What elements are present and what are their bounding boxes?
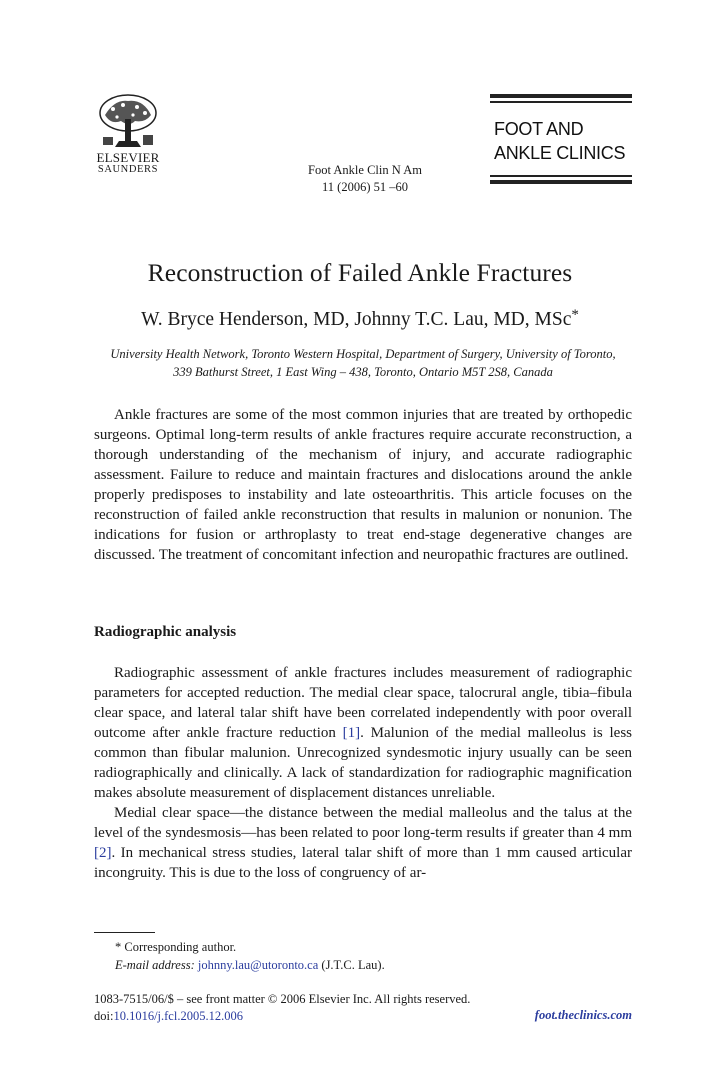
journal-title [494,117,632,165]
journal-citation [270,162,460,196]
body-paragraph [94,663,632,803]
article-title: Reconstruction of Failed Ankle Fractures [147,258,573,287]
journal-masthead [490,94,632,184]
affiliation-line1: University Health Network, Toronto Western Hospital, Department of Surgery, University of Toronto, [110,347,616,361]
paragraph-text: . In mechanical stress studies, lateral talar shift of more than 1 mm caused articular incongruity. This is due to the loss of congruency of ar- [94,845,632,881]
masthead-rule [490,94,632,98]
publisher-name: ELSEVIER [96,150,160,165]
email-suffix: (J.T.C. Lau). [318,958,385,972]
body-paragraph [94,803,632,883]
elsevier-tree-icon [95,93,161,149]
masthead-rule [490,180,632,184]
author-names: W. Bryce Henderson, MD, Johnny T.C. Lau, MD, MSc [141,309,572,330]
front-matter-info [94,991,470,1025]
journal-website-link[interactable]: foot.theclinics.com [534,1008,632,1022]
corresponding-author-note: * Corresponding author. [115,940,237,954]
email-label: E-mail address: [115,958,195,972]
imprint-name: SAUNDERS [97,164,159,175]
masthead-rule [490,101,632,103]
publisher-logo [93,93,163,176]
doi-link[interactable]: 10.1016/j.fcl.2005.12.006 [113,1009,243,1023]
journal-title-line2: ANKLE CLINICS [494,143,626,163]
author-list [0,307,720,331]
doi-label: doi: [94,1009,114,1023]
abstract [94,405,632,565]
journal-title-line1: FOOT AND [494,119,584,139]
email-note [115,956,385,974]
doi-line [94,1008,470,1025]
citation-journal: Foot Ankle Clin N Am [308,163,422,177]
issn-copyright: 1083-7515/06/$ – see front matter © 2006 Elsevier Inc. All rights reserved. [94,992,471,1006]
email-link[interactable]: johnny.lau@utoronto.ca [197,958,319,972]
paragraph-text: Medial clear space—the distance between the medial malleolus and the talus at the level of the syndesmosis—has been related to poor long-term results if greater than 4 mm [94,805,632,841]
abstract-paragraph: Ankle fractures are some of the most common injuries that are treated by orthopedic surgeons. Optimal long-term results of ankle fractures require accurate reconstruction, a thorough understanding of the mechanism of injury, and accurate radiographic assessment. Failure to reduce and maintain fractures and dislocations around the ankle properly predisposes to instability and late osteoarthritis. This article focuses on the reconstruction of failed ankle reconstruction that results in malunion or nonunion. The indications for fusion or arthroplasty to treat end-stage degenerative changes are discussed. The treatment of concomitant infection and neuropathic fractures are outlined. [94,407,632,563]
section-heading: Radiographic analysis [94,624,237,640]
footnote [115,938,385,974]
section-body [94,663,632,883]
affiliation [93,345,633,381]
corresponding-author-mark[interactable]: * [571,307,579,323]
masthead-rule [490,175,632,177]
paragraph-text: Radiographic assessment of ankle fractures includes measurement of radiographic parameters for accepted reduction. The medial clear space, talocrural angle, tibia–fibula clear space, and lateral talar shift have been correlated independently with poor overall outcome after ankle fracture reduction [94,665,632,741]
citation-volume: 11 (2006) 51 –60 [322,180,408,194]
reference-link[interactable]: [1] [342,725,361,741]
affiliation-line2: 339 Bathurst Street, 1 East Wing – 438, Toronto, Ontario M5T 2S8, Canada [173,365,553,379]
footnote-rule [94,932,155,933]
reference-link[interactable]: [2] [94,845,112,861]
paragraph-text: . Malunion of the medial malleolus is less common than fibular malunion. Unrecognized syndesmotic injury usually can be seen radiographically and clinically. A lack of standardization for radiographic magnification makes absolute measurement of displacement distances unreliable. [94,725,632,801]
